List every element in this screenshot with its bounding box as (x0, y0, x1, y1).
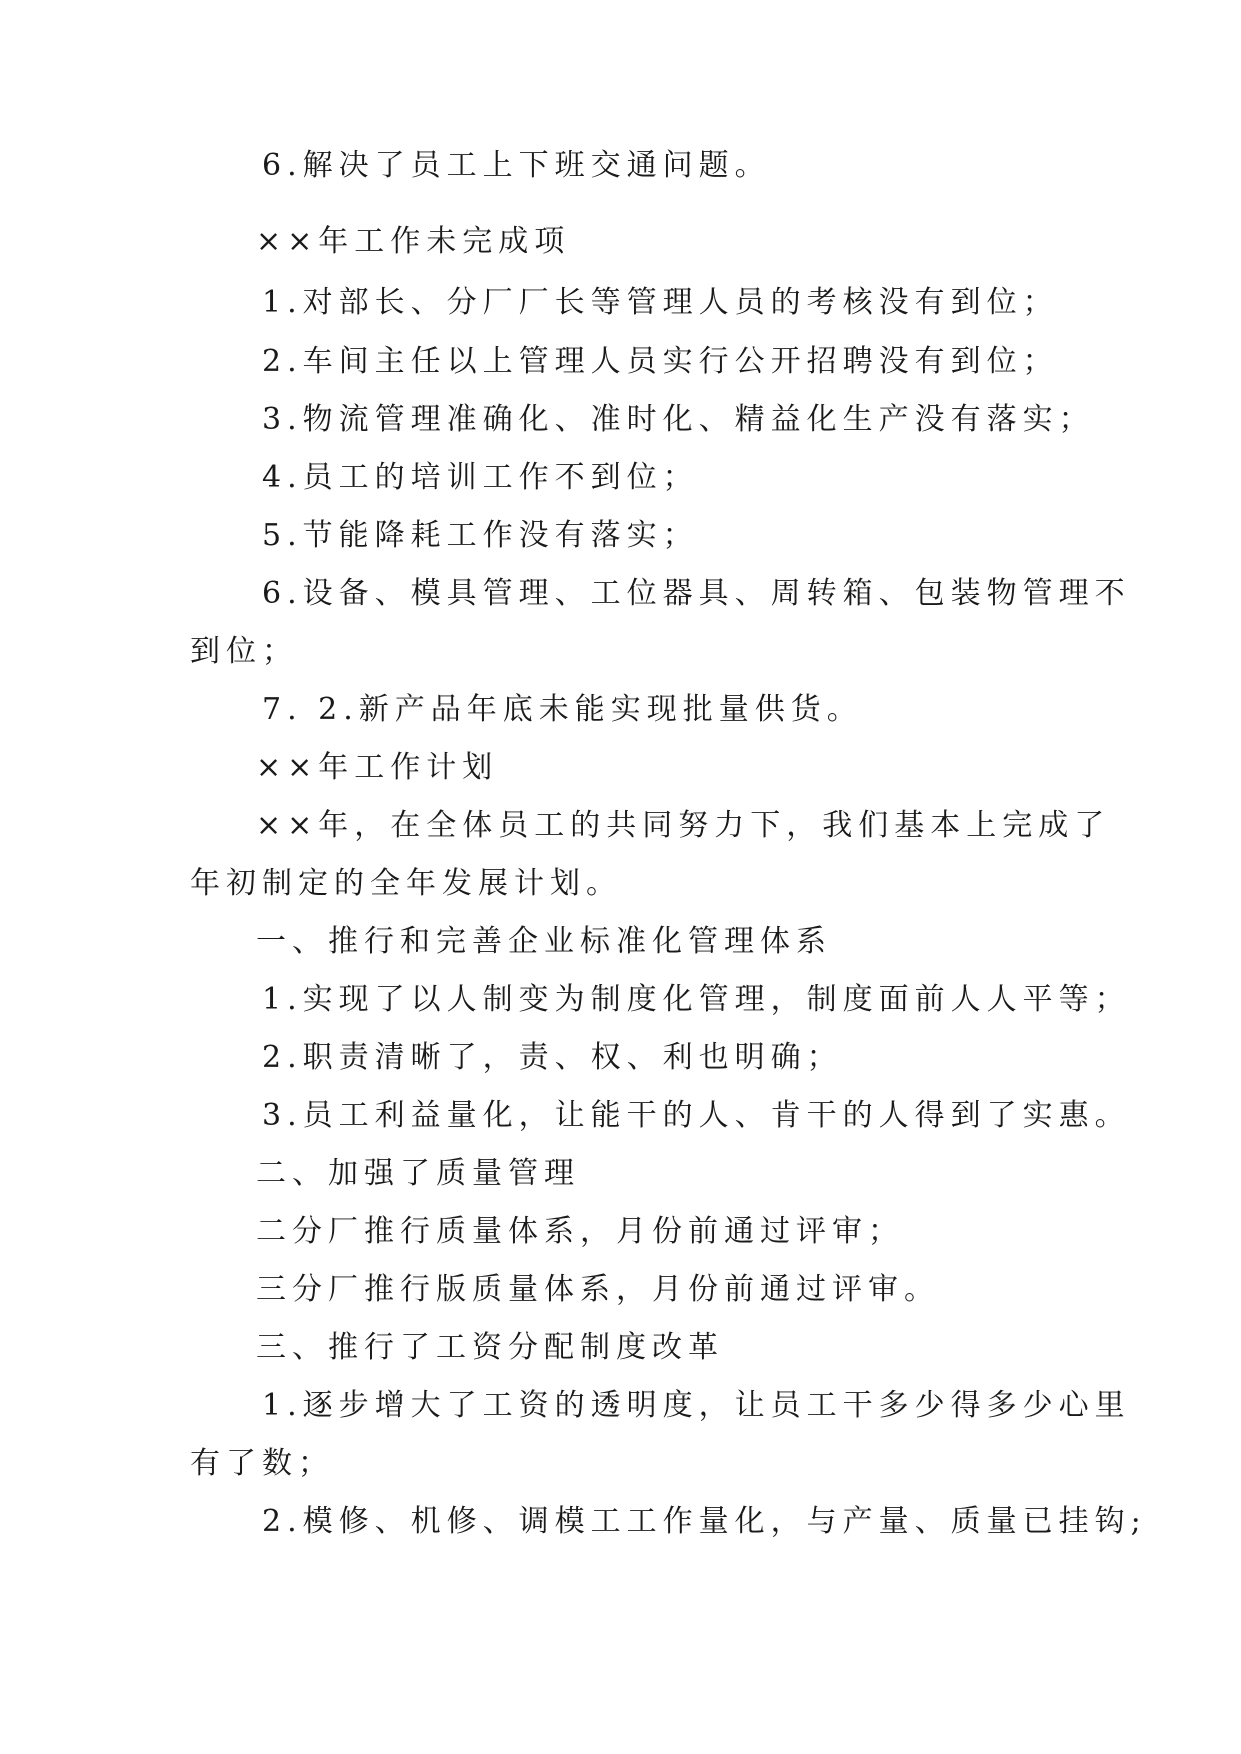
text-line: 1.对部长、分厂厂长等管理人员的考核没有到位； (262, 285, 1059, 320)
text-line: 年初制定的全年发展计划。 (190, 866, 622, 901)
text-line: 5.节能降耗工作没有落实； (262, 518, 699, 553)
text-line: 2.车间主任以上管理人员实行公开招聘没有到位； (262, 344, 1059, 379)
text-line: 7. 2.新产品年底未能实现批量供货。 (262, 692, 863, 727)
text-line: 2.职责清晰了，责、权、利也明确； (262, 1040, 843, 1075)
text-line: 有了数； (190, 1446, 334, 1481)
text-line: 6.设备、模具管理、工位器具、周转箱、包装物管理不 (262, 576, 1131, 611)
text-line: 1.逐步增大了工资的透明度，让员工干多少得多少心里 (262, 1388, 1131, 1423)
text-line: 二分厂推行质量体系，月份前通过评审； (256, 1214, 904, 1249)
section-heading: 一、推行和完善企业标准化管理体系 (256, 924, 832, 959)
text-line: ××年，在全体员工的共同努力下，我们基本上完成了 (256, 808, 1111, 843)
text-line: 2.模修、机修、调模工工作量化，与产量、质量已挂钩; (262, 1504, 1147, 1539)
section-heading: ××年工作计划 (256, 750, 499, 785)
section-heading: ××年工作未完成项 (256, 224, 571, 259)
section-heading: 二、加强了质量管理 (256, 1156, 580, 1191)
text-line: 3.物流管理准确化、准时化、精益化生产没有落实； (262, 402, 1095, 437)
text-line: 三分厂推行版质量体系，月份前通过评审。 (256, 1272, 940, 1307)
section-heading: 三、推行了工资分配制度改革 (256, 1330, 724, 1365)
text-line: 1.实现了以人制变为制度化管理，制度面前人人平等； (262, 982, 1131, 1017)
text-line: 4.员工的培训工作不到位； (262, 460, 699, 495)
text-line: 到位； (190, 634, 298, 669)
text-line: 6.解决了员工上下班交通问题。 (262, 148, 771, 183)
text-line: 3.员工利益量化，让能干的人、肯干的人得到了实惠。 (262, 1098, 1131, 1133)
